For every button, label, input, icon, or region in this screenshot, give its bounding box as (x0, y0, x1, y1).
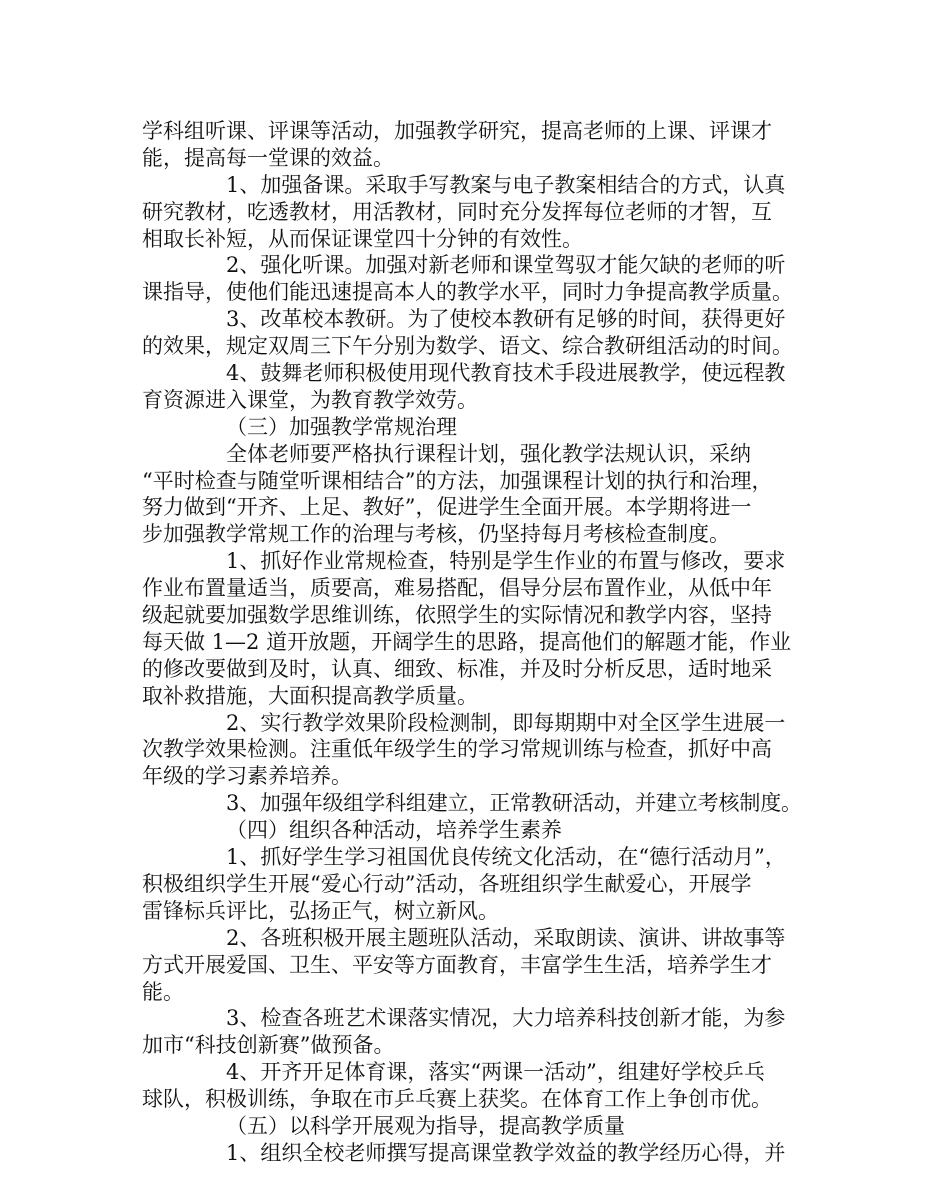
text-line: 的效果，规定双周三下午分别为数学、语文、综合教研组活动的时间。 (142, 334, 793, 359)
text-line: 的修改要做到及时，认真、细致、标准，并及时分析反思，适时地采 (142, 656, 772, 681)
text-line: 2、各班积极开展主题班队活动，采取朗读、演讲、讲故事等 (226, 925, 786, 950)
text-line: 1、加强备课。采取手写教案与电子教案相结合的方式，认真 (226, 172, 786, 197)
paragraph (142, 360, 802, 414)
text-line: 相取长补短，从而保证课堂四十分钟的有效性。 (142, 226, 583, 251)
paragraph (142, 548, 802, 709)
paragraph (142, 790, 802, 817)
paragraph (142, 1140, 802, 1167)
text-line: 3、加强年级组学科组建立，正常教研活动，并建立考核制度。 (226, 791, 802, 816)
text-line: 4、开齐开足体育课，落实“两课一活动”，组建好学校乒乓 (226, 1060, 765, 1085)
text-line: 级起就要加强数学思维训练，依照学生的实际情况和教学内容，坚持 (142, 603, 772, 628)
text-line: 3、检查各班艺术课落实情况，大力培养科技创新才能，为参 (226, 1006, 786, 1031)
text-line: 次教学效果检测。注重低年级学生的学习常规训练与检查，抓好中高 (142, 737, 772, 762)
text-line: 方式开展爱国、卫生、平安等方面教育，丰富学生生活，培养学生才 (142, 952, 772, 977)
paragraph (142, 441, 802, 549)
text-line: 作业布置量适当，质要高，难易搭配，倡导分层布置作业，从低中年 (142, 576, 772, 601)
text-line: 1、组织全校老师撰写提高课堂教学效益的教学经历心得，并 (226, 1140, 786, 1165)
text-line: 雷锋标兵评比，弘扬正气，树立新风。 (142, 898, 499, 923)
paragraph (142, 710, 802, 791)
document-body (142, 118, 802, 1167)
text-line: 能。 (142, 979, 184, 1004)
paragraph (142, 1005, 802, 1059)
text-line: 3、改革校本教研。为了使校本教研有足够的时间，获得更好 (226, 307, 786, 332)
paragraph (142, 1059, 802, 1113)
text-line: 1、抓好作业常规检查，特别是学生作业的布置与修改，要求 (226, 549, 786, 574)
text-line: 取补救措施，大面积提高教学质量。 (142, 683, 478, 708)
text-line: 年级的学习素养培养。 (142, 764, 352, 789)
paragraph (142, 172, 802, 253)
paragraph (142, 252, 802, 306)
text-line: 加市“科技创新赛”做预备。 (142, 1033, 395, 1058)
text-line: 研究教材，吃透教材，用活教材，同时充分发挥每位老师的才智，互 (142, 199, 772, 224)
text-line: “平时检查与随堂听课相结合”的方法，加强课程计划的执行和治理， (142, 468, 773, 493)
paragraph (142, 925, 802, 1006)
text-line: 能，提高每一堂课的效益。 (142, 145, 394, 170)
text-line: （四）组织各种活动，培养学生素养 (226, 818, 562, 843)
text-line: 积极组织学生开展“爱心行动”活动，各班组织学生献爱心，开展学 (142, 871, 752, 896)
text-line: （三）加强教学常规治理 (226, 414, 457, 439)
paragraph (142, 118, 802, 172)
text-line: 努力做到“开齐、上足、教好”，促进学生全面开展。本学期将进一 (142, 495, 752, 520)
text-line: 每天做 1—2 道开放题，开阔学生的思路，提高他们的解题才能，作业 (142, 629, 792, 654)
paragraph (142, 1113, 802, 1140)
text-line: （五）以科学开展观为指导，提高教学质量 (226, 1113, 625, 1138)
text-line: 学科组听课、评课等活动，加强教学研究，提高老师的上课、评课才 (142, 119, 772, 143)
paragraph (142, 414, 802, 441)
paragraph (142, 844, 802, 925)
paragraph (142, 817, 802, 844)
text-line: 4、鼓舞老师积极使用现代教育技术手段进展教学，使远程教 (226, 361, 786, 386)
text-line: 步加强教学常规工作的治理与考核，仍坚持每月考核检查制度。 (142, 522, 730, 547)
text-line: 1、抓好学生学习祖国优良传统文化活动，在“德行活动月”， (226, 845, 786, 870)
text-line: 2、实行教学效果阶段检测制，即每期期中对全区学生进展一 (226, 710, 786, 735)
text-line: 2、强化听课。加强对新老师和课堂驾驭才能欠缺的老师的听 (226, 253, 786, 278)
text-line: 球队，积极训练，争取在市乒乓赛上获奖。在体育工作上争创市优。 (142, 1087, 772, 1112)
text-line: 课指导，使他们能迅速提高本人的教学水平，同时力争提高教学质量。 (142, 280, 793, 305)
paragraph (142, 306, 802, 360)
text-line: 全体老师要严格执行课程计划，强化教学法规认识，采纳 (226, 441, 751, 466)
text-line: 育资源进入课堂，为教育教学效劳。 (142, 387, 478, 412)
